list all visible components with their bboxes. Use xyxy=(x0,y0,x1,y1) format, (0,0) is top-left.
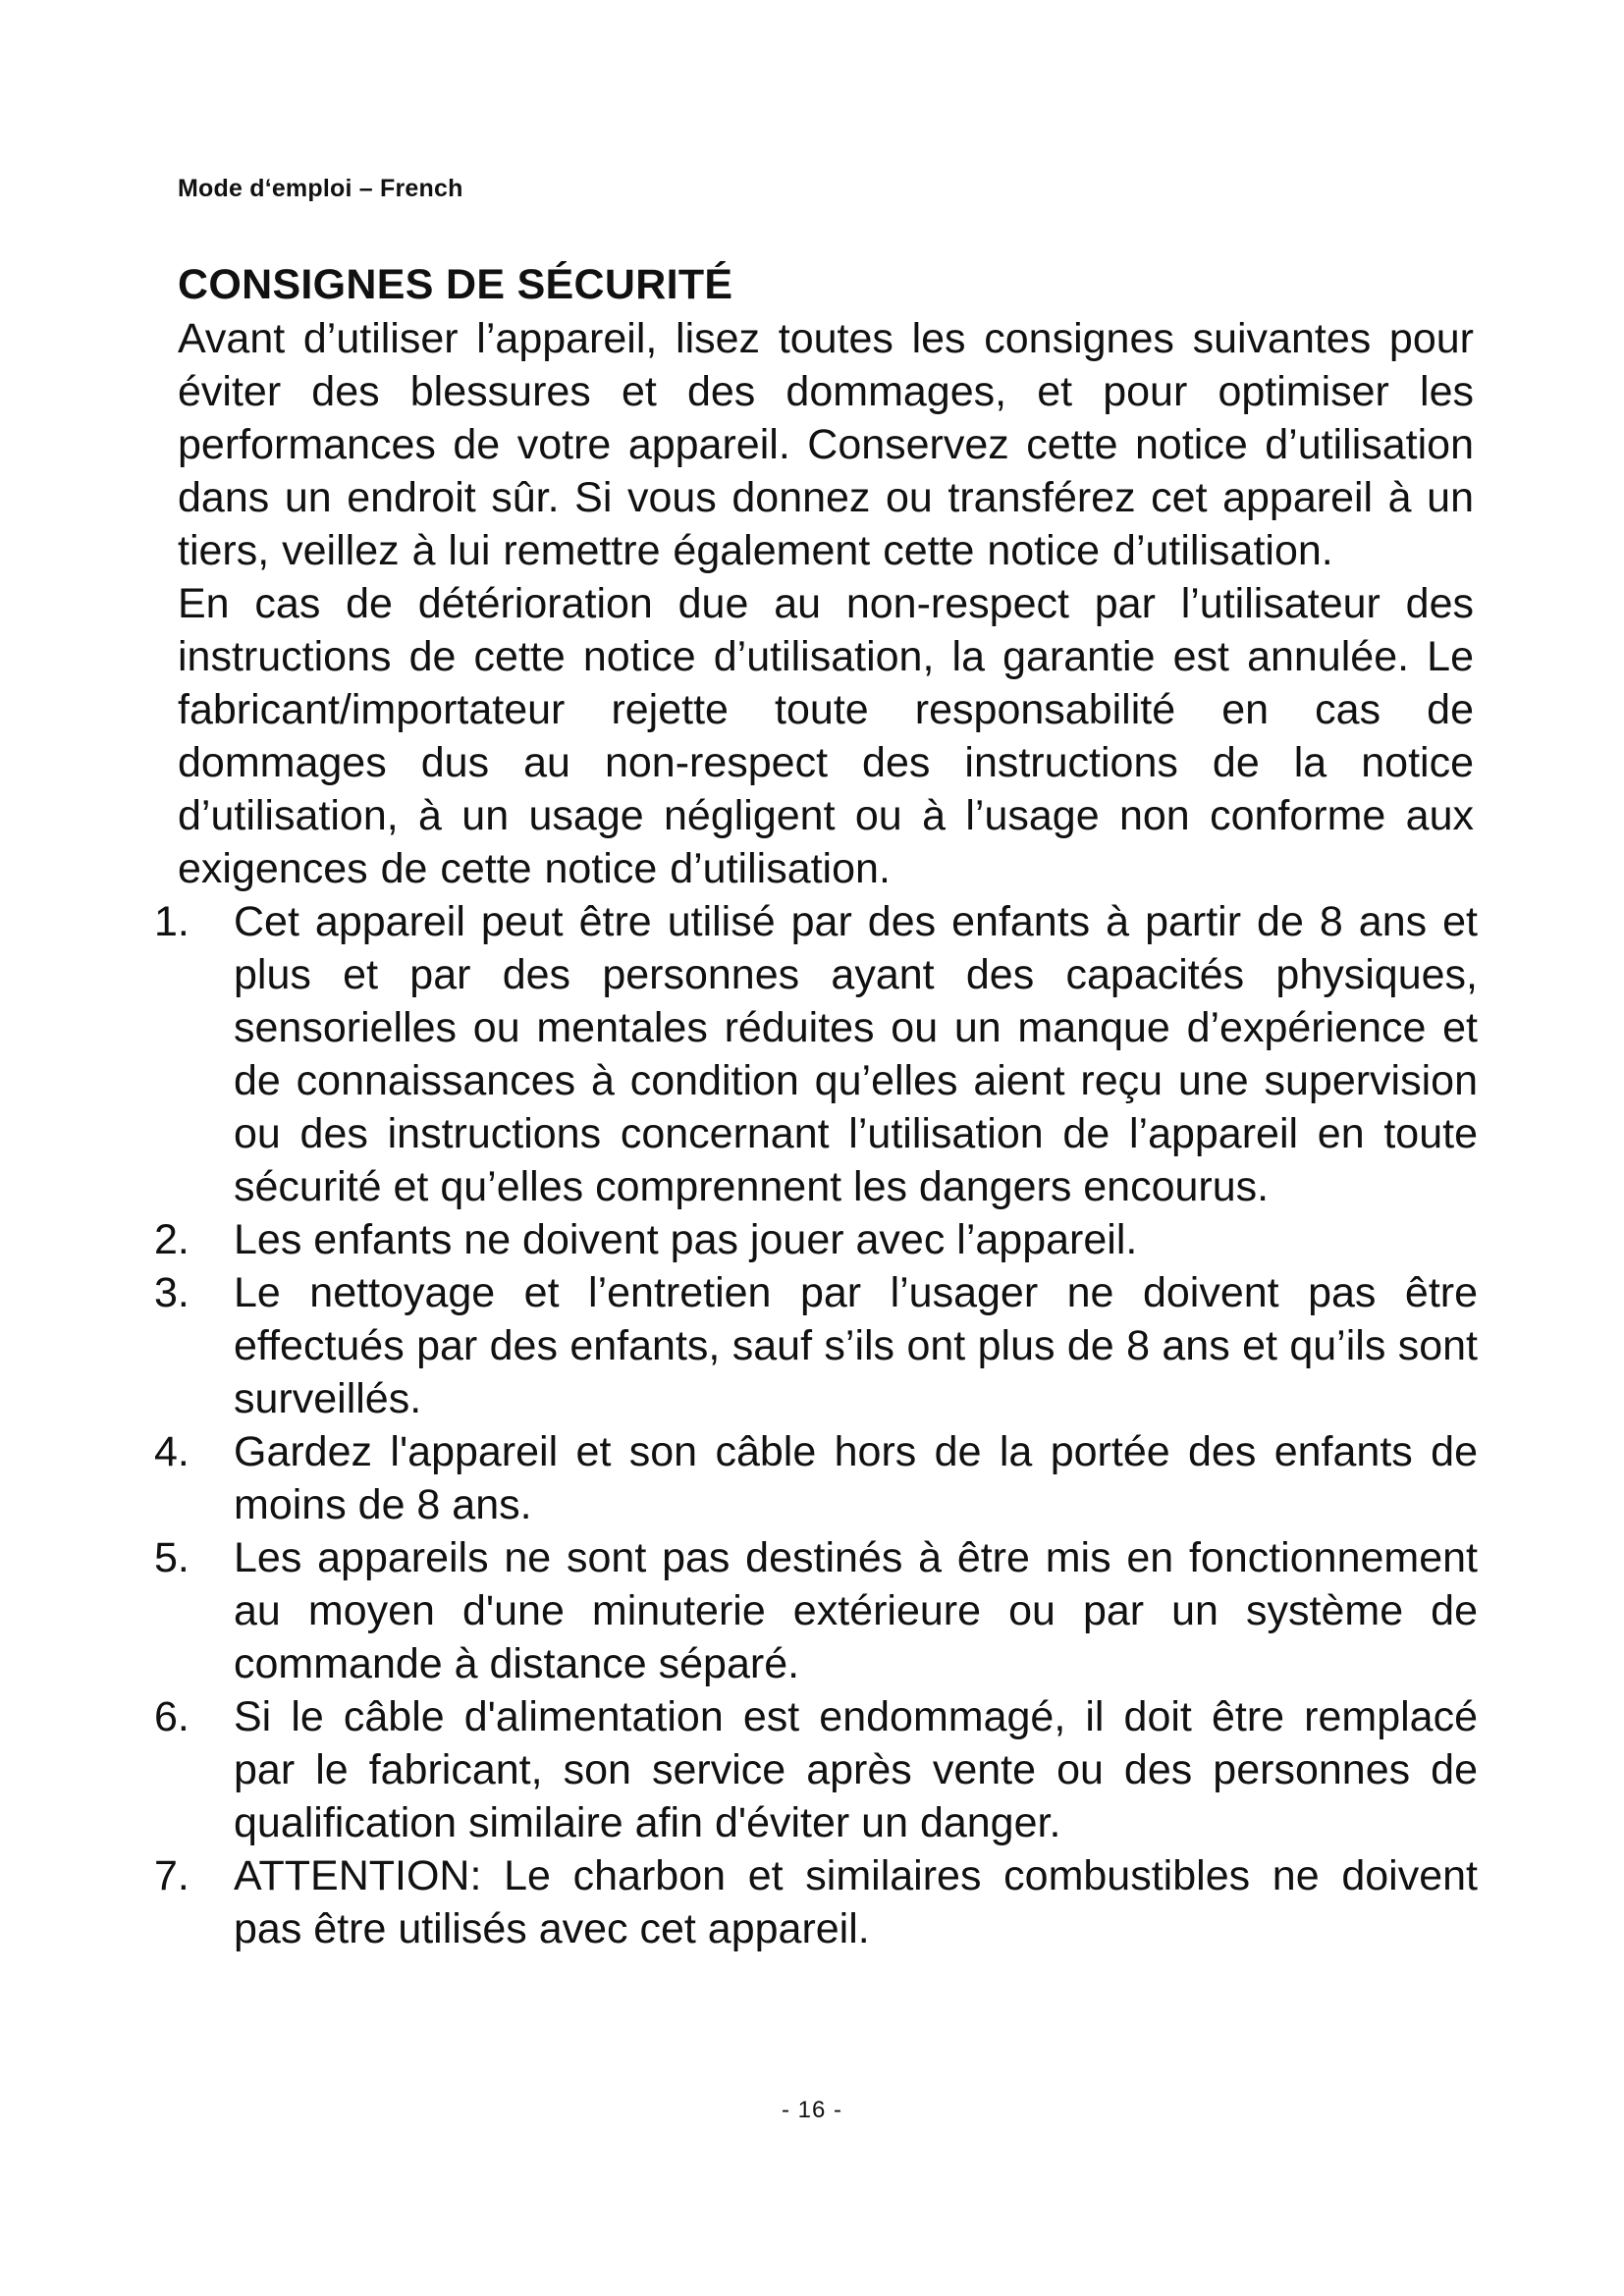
intro-paragraph: Avant d’utiliser l’appareil, lisez toutes les consignes suivantes pour éviter des blessures et des dommages, et pour optimiser les performances de votre appareil. Conservez cette notice d’utilisation dans un endroit sûr. Si vous donnez ou transférez cet appareil à un tiers, veillez à lui remettre également cette notice d’utilisation. xyxy=(178,315,1474,574)
list-item-number: 7. xyxy=(154,1852,189,1899)
list-item xyxy=(154,1849,1478,1955)
list-item-text: ATTENTION: Le charbon et similaires combustibles ne doivent pas être utilisés avec cet appareil. xyxy=(234,1852,1478,1952)
list-item-text: Le nettoyage et l’entretien par l’usager ne doivent pas être effectués par des enfants, sauf s’ils ont plus de 8 ans et qu’ils sont surveillés. xyxy=(234,1269,1478,1422)
list-item-number: 3. xyxy=(154,1269,189,1316)
list-item xyxy=(154,1690,1478,1849)
warranty-paragraph: En cas de détérioration due au non-respect par l’utilisateur des instructions de cette notice d’utilisation, la garantie est annulée. Le fabricant/importateur rejette toute responsabilité en cas de dommages dus au non-respect des instructions de la notice d’utilisation, à un usage négligent ou à l’usage non conforme aux exigences de cette notice d’utilisation. xyxy=(178,580,1474,892)
page-number: - 16 - xyxy=(781,2097,842,2123)
list-item-number: 5. xyxy=(154,1534,189,1581)
list-item xyxy=(154,1266,1478,1425)
section-title: CONSIGNES DE SÉCURITÉ xyxy=(178,261,733,308)
list-item-text: Si le câble d'alimentation est endommagé, il doit être remplacé par le fabricant, son service après vente ou des personnes de qualification similaire afin d'éviter un danger. xyxy=(234,1693,1478,1846)
list-item xyxy=(154,895,1478,1213)
list-item-text: Cet appareil peut être utilisé par des enfants à partir de 8 ans et plus et par des personnes ayant des capacités physiques, sensorielles ou mentales réduites ou un manque d’expérience et de connaissances à condition qu’elles aient reçu une supervision ou des instructions concernant l’utilisation de l’appareil en toute sécurité et qu’elles comprennent les dangers encourus. xyxy=(234,898,1478,1210)
list-item-text: Les enfants ne doivent pas jouer avec l’appareil. xyxy=(234,1216,1138,1263)
list-item xyxy=(154,1425,1478,1531)
safety-list xyxy=(154,895,1478,1955)
list-item-number: 1. xyxy=(154,898,189,945)
list-item-text: Gardez l'appareil et son câble hors de la portée des enfants de moins de 8 ans. xyxy=(234,1428,1478,1528)
safety-section xyxy=(154,257,1478,1955)
list-item-number: 2. xyxy=(154,1216,189,1263)
list-item xyxy=(154,1531,1478,1690)
list-item-text: Les appareils ne sont pas destinés à être mis en fonctionnement au moyen d'une minuterie extérieure ou par un système de commande à distance séparé. xyxy=(234,1534,1478,1687)
header-label: Mode d‘emploi – French xyxy=(178,175,463,202)
list-item-number: 6. xyxy=(154,1693,189,1740)
list-item xyxy=(154,1213,1478,1266)
list-item-number: 4. xyxy=(154,1428,189,1475)
